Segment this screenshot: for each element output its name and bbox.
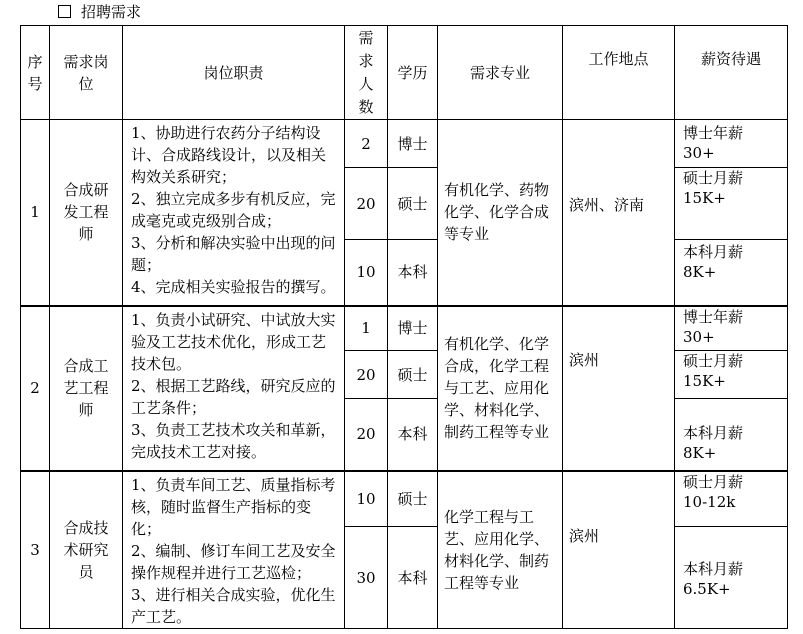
count-cell: 30 (345, 527, 388, 629)
salary-cell: 博士年薪 30+ (675, 120, 788, 168)
salary-cell: 本科月薪 8K+ (675, 399, 788, 471)
salary-cell: 本科月薪 8K+ (675, 240, 788, 306)
position-cell: 合成技术研究员 (50, 471, 123, 629)
education-cell: 博士 (388, 306, 438, 351)
salary-cell: 硕士月薪 15K+ (675, 168, 788, 240)
education-cell: 博士 (388, 120, 438, 168)
major-cell: 有机化学、药物化学、化学合成等专业 (438, 120, 563, 306)
header-salary: 薪资待遇 (675, 26, 788, 120)
education-cell: 本科 (388, 240, 438, 306)
count-cell: 10 (345, 240, 388, 306)
education-cell: 本科 (388, 399, 438, 471)
header-count: 需求人数 (345, 26, 388, 120)
education-cell: 硕士 (388, 351, 438, 399)
position-cell: 合成研发工程师 (50, 120, 123, 306)
duties-cell: 1、协助进行农药分子结构设计、合成路线设计，以及相关构效关系研究； 2、独立完成多步有机反应，完成毫克或克级别合成； 3、分析和解决实验中出现的问题； 4、完成相关实验报告的撰写。 (123, 120, 345, 306)
seq-cell: 1 (21, 120, 50, 306)
count-cell: 20 (345, 351, 388, 399)
duties-cell: 1、负责小试研究、中试放大实验及工艺技术优化，形成工艺技术包。 2、根据工艺路线，研究反应的工艺条件； 3、负责工艺技术攻关和革新，完成技术工艺对接。 (123, 306, 345, 471)
count-cell: 10 (345, 471, 388, 527)
table-row (21, 306, 788, 351)
seq-cell: 2 (21, 306, 50, 471)
location-cell: 滨州 (563, 306, 675, 471)
seq-cell: 3 (21, 471, 50, 629)
salary-cell: 博士年薪 30+ (675, 306, 788, 351)
header-position: 需求岗位 (50, 26, 123, 120)
section-title: 招聘需求 (81, 3, 142, 21)
header-major: 需求专业 (438, 26, 563, 120)
education-cell: 硕士 (388, 471, 438, 527)
education-cell: 本科 (388, 527, 438, 629)
salary-cell: 硕士月薪 10-12k (675, 471, 788, 527)
header-duties: 岗位职责 (123, 26, 345, 120)
count-cell: 20 (345, 399, 388, 471)
count-cell: 2 (345, 120, 388, 168)
header-education: 学历 (388, 26, 438, 120)
header-seq: 序号 (21, 26, 50, 120)
location-cell: 滨州、济南 (563, 120, 675, 306)
table-row (21, 471, 788, 527)
position-cell: 合成工艺工程师 (50, 306, 123, 471)
salary-cell: 本科月薪 6.5K+ (675, 527, 788, 629)
header-location: 工作地点 (563, 26, 675, 120)
count-cell: 1 (345, 306, 388, 351)
major-cell: 有机化学、化学合成，化学工程与工艺、应用化学、材料化学、制药工程等专业 (438, 306, 563, 471)
section-heading (58, 2, 141, 22)
duties-cell: 1、负责车间工艺、质量指标考核，随时监督生产指标的变化； 2、编制、修订车间工艺及安全操作规程并进行工艺巡检； 3、进行相关合成实验，优化生产工艺。 (123, 471, 345, 629)
table-row (21, 120, 788, 168)
education-cell: 硕士 (388, 168, 438, 240)
checkbox-icon (58, 5, 71, 18)
salary-cell: 硕士月薪 15K+ (675, 351, 788, 399)
header-row (21, 26, 788, 120)
count-cell: 20 (345, 168, 388, 240)
location-cell: 滨州 (563, 471, 675, 629)
recruitment-table (20, 25, 788, 629)
major-cell: 化学工程与工艺、应用化学、材料化学、制药工程等专业 (438, 471, 563, 629)
